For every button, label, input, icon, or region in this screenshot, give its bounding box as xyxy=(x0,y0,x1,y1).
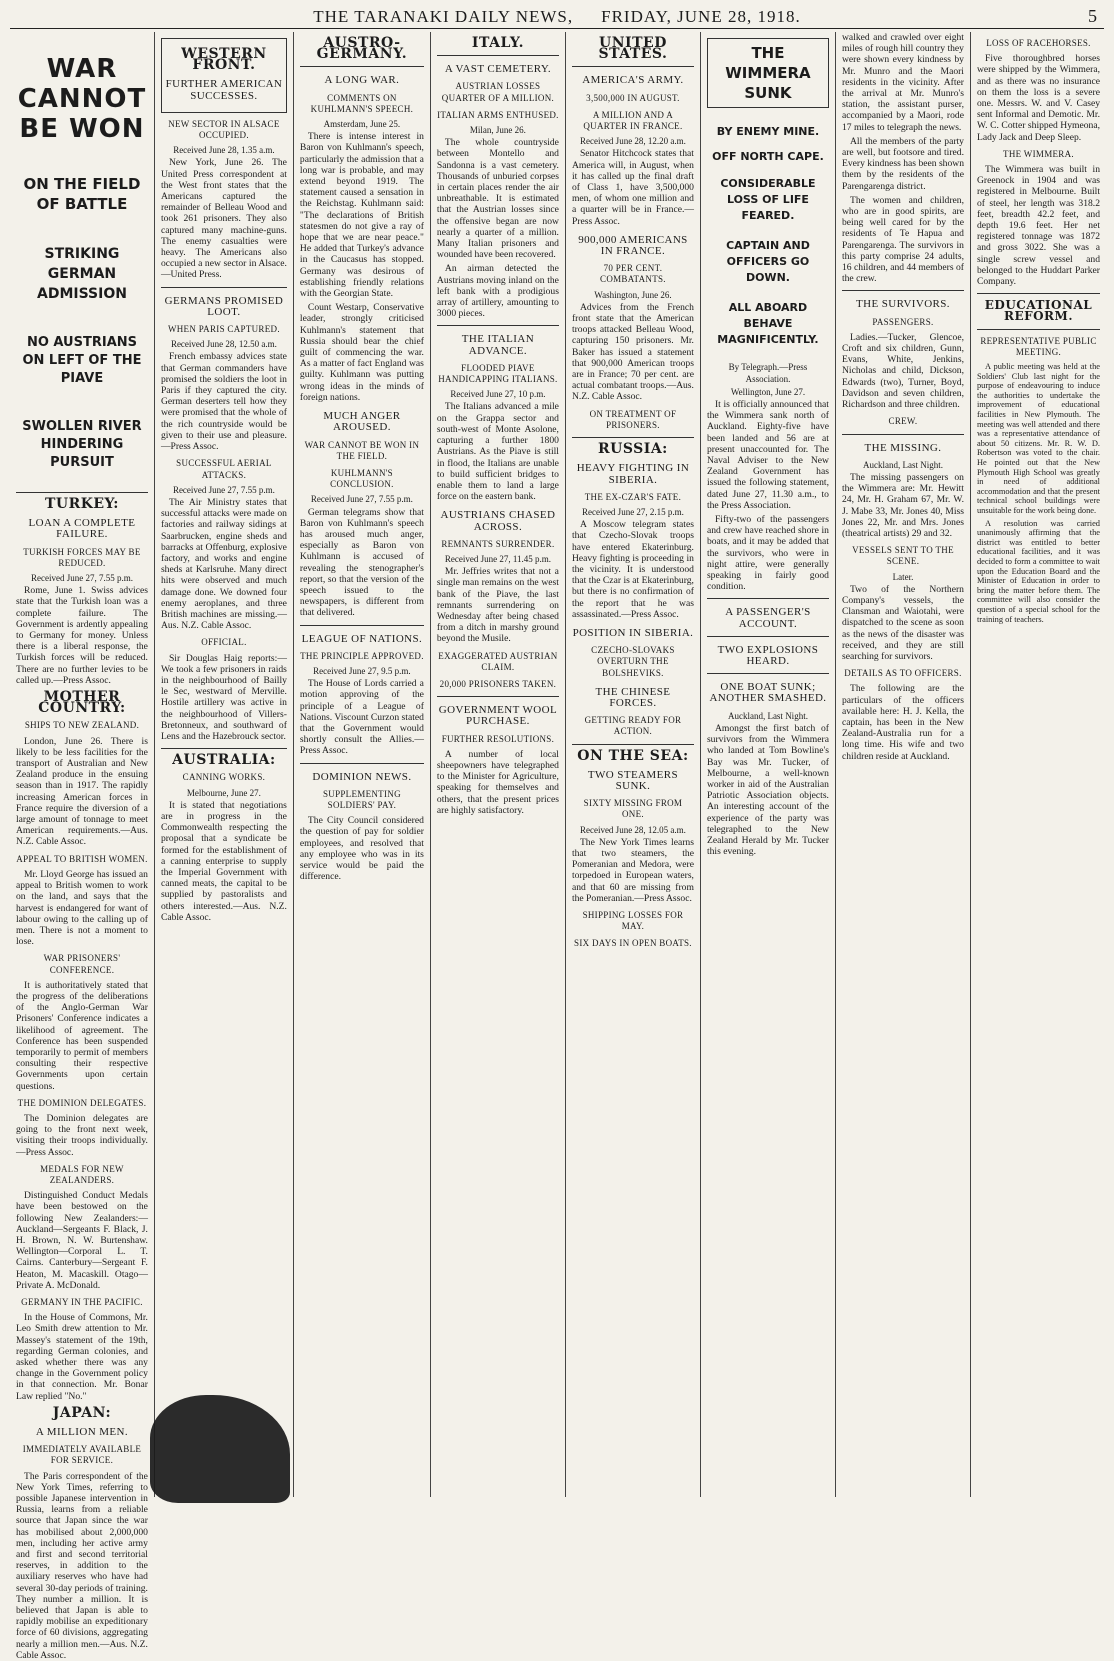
article-body: The whole countryside between Montello and Sandonna is a vast cemetery. Thousands of unburied corpses in certain places render the air unbreathable. It is estimated that the Austrian losses since the offensive began are now nearly a quarter of a million. Many Italian prisoners and wounded have been recovered. xyxy=(436,137,559,261)
dateline: Received June 27, 2.15 p.m. xyxy=(581,506,684,517)
section-turkey: TURKEY: xyxy=(44,496,119,512)
article-body: An airman detected the Austrians moving inland on the left bank with a prodigious array of artillery, amounting to 3000 pieces. xyxy=(436,263,559,320)
divider xyxy=(707,598,829,599)
article-body: A Moscow telegram states that Czecho-Slovak troops have entered Ekaterinburg. Heavy fighting is proceeding in the vicinity. It is understood that the Czar is at Ekaterinburg, but there is no confirmation of the report that he was assassinated.—Press Assoc. xyxy=(571,519,694,620)
headline-captain: CAPTAIN AND OFFICERS GO DOWN. xyxy=(726,239,810,285)
section-japan: JAPAN: xyxy=(52,1404,112,1421)
section-russia: RUSSIA: xyxy=(598,441,668,458)
subhead-czecho: CZECHO-SLOVAKS OVERTURN THE BOLSHEVIKS. xyxy=(591,645,675,678)
article-body: Count Westarp, Conservative leader, strongly criticised Kuhlmann's statement that Russia should bear the chief guilt of commencing the war. As a matter of fact England was guilty. Kuhlmann was putting wrong ideas in the minds of foreign nations. xyxy=(299,302,424,403)
subhead-chased-across: AUSTRIANS CHASED ACROSS. xyxy=(440,509,556,533)
subhead-czar: THE EX-CZAR'S FATE. xyxy=(584,491,682,502)
dateline: Received June 27, 11.45 p.m. xyxy=(444,553,551,564)
subhead-crew: CREW. xyxy=(888,416,918,427)
byline: By Telegraph.—Press Association. xyxy=(728,362,808,384)
subhead-passenger-account: A PASSENGER'S ACCOUNT. xyxy=(725,606,811,630)
dateline: Received June 28, 12.50 a.m. xyxy=(170,339,277,350)
dateline: Received June 27, 7.55 p.m. xyxy=(30,573,133,584)
section-mother-country: MOTHER COUNTRY: xyxy=(38,689,126,717)
subhead-alsace: NEW SECTOR IN ALSACE OCCUPIED. xyxy=(168,118,280,141)
article-body: The Italians advanced a mile on the Grappa sector and south-west of Monte Asolone, capturing a further 1800 Austrians. As the Piave is still in flood, the Italians are unable to build sufficient bridges to enable them to land a large force on the eastern bank. xyxy=(436,401,559,503)
subhead-anger: MUCH ANGER AROUSED. xyxy=(323,410,401,434)
headline-swollen-river: SWOLLEN RIVER HINDERING PURSUIT xyxy=(22,419,142,470)
subhead-vessels-sent: VESSELS SENT TO THE SCENE. xyxy=(852,545,954,567)
subhead-war-prisoners: WAR PRISONERS' CONFERENCE. xyxy=(43,953,121,975)
headline-wimmera-sunk: THE WIMMERA SUNK xyxy=(725,44,811,102)
article-body: The Wimmera was built in Greenock in 1904 and was registered in Melbourne. Built of steel, her length was 318.2 feet, breadth 42.2 feet, and depth 19.6 feet. Her net registered tonnage was 1872 and gross 3022. She was a single screw vessel and belonged to the Huddart Parker Company. xyxy=(976,164,1100,288)
article-body: Mr. Lloyd George has issued an appeal to British women to work on the land, and says that the harvest is endangered for want of labour owing to the calling up of men. There is not a moment to lose. xyxy=(16,868,148,948)
article-body: The New York Times learns that two steamers, the Pomeranian and Medora, were torpedoed in European waters, and that 60 are missing from the Pomeranian.—Press Assoc. xyxy=(571,836,694,904)
divider xyxy=(16,492,148,493)
divider xyxy=(572,66,694,67)
wimmera-box xyxy=(707,38,829,108)
subhead-loot: GERMANS PROMISED LOOT. xyxy=(164,294,284,318)
subhead-exaggerated: EXAGGERATED AUSTRIAN CLAIM. xyxy=(438,650,558,672)
subhead-900000: 900,000 AMERICANS IN FRANCE. xyxy=(578,233,688,258)
dateline: Received June 27, 7.55 p.m. xyxy=(310,494,413,505)
headline-north-cape: OFF NORTH CAPE. xyxy=(712,150,824,164)
divider xyxy=(842,434,964,435)
column-2 xyxy=(155,32,294,1497)
section-western-front: WESTERN FRONT. xyxy=(181,46,267,74)
subhead-two-steamers: TWO STEAMERS SUNK. xyxy=(587,768,678,792)
subhead-million-quarter: A MILLION AND A QUARTER IN FRANCE. xyxy=(583,109,683,132)
article-body: The following are the particulars of the officers available here: H. J. Kella, the captain, has been in the New Zealand-Australia run for a long time. His wife and two children reside at Auckland. xyxy=(841,683,964,762)
article-body: Rome, June 1. Swiss advices state that the Turkish loan was a complete failure. The Government is ardently appealing to Germany for money. Unless there is a liberal response, the Turkish forces will be reduced. There are no further levies to be called up.—Press Assoc. xyxy=(16,585,148,686)
subhead-flooded-piave: FLOODED PIAVE HANDICAPPING ITALIANS. xyxy=(438,362,558,385)
subhead-official: OFFICIAL. xyxy=(201,637,247,648)
dateline: Melbourne, June 27. xyxy=(186,787,261,798)
column-5 xyxy=(566,32,701,1497)
article-body: The Paris correspondent of the New York Times, referring to possible Japanese intervention in Russia, learns from a reliable source that Japan since the war has mobilised about 2,000,000 men, including her active army and first and second territorial reserves, in addition to the auxiliary reserves who have had several 30-day periods of training. They number a million. It is believed that Japan is able to rapidly mobilise an expeditionary force of 60 divisions, aggregating nearly a million men.—Aus. N.Z. Cable Assoc. xyxy=(16,1470,148,1661)
dateline: Received June 27, 9.5 p.m. xyxy=(313,665,411,676)
dateline: Received June 27, 10 p.m. xyxy=(450,389,546,400)
subhead-combatants: 70 PER CENT. COMBATANTS. xyxy=(600,263,666,285)
dateline: Later. xyxy=(892,571,914,582)
subhead-germany-pacific: GERMANY IN THE PACIFIC. xyxy=(21,1297,143,1307)
headline-war-cannot-be-won: WAR CANNOT BE WON xyxy=(17,54,147,144)
subhead-dominion-news: DOMINION NEWS. xyxy=(312,770,412,783)
subhead-boat-sunk: ONE BOAT SUNK; ANOTHER SMASHED. xyxy=(709,681,827,705)
subhead-open-boats: SIX DAYS IN OPEN BOATS. xyxy=(574,938,692,949)
subhead-missing: THE MISSING. xyxy=(864,441,942,454)
headline-behave: ALL ABOARD BEHAVE MAGNIFICENTLY. xyxy=(717,301,819,347)
article-body: It is authoritatively stated that the progress of the deliberations of the Anglo-German War Prisoners' Conference indicates a likelihood of agreement. The Conference has been suspended temporarily to permit of members consulting their respective Governments upon certain questions. xyxy=(16,979,148,1092)
subhead-dominion: THE DOMINION DELEGATES. xyxy=(17,1097,147,1108)
article-body: The missing passengers on the Wimmera are: Mr. Hewitt 24, Mr. H. Graham 67, Mr. W. J. Mabe 33, Mr. Jones 40, Miss Jones 22, Mr. and Mrs. Jones (theatrical artists) 29 and 32. xyxy=(841,471,964,539)
subhead-american-successes: FURTHER AMERICAN SUCCESSES. xyxy=(165,78,283,102)
article-body: London, June 26. There is likely to be less facilities for the transport of Australian and New Zealand produce in the ensuing season than in 1917. The rapidly increasing American forces in France require the diversion of a large amount of tonnage to meet American requirements.—Aus. N.Z. Cable Assoc. xyxy=(16,735,148,848)
article-body: Senator Hitchcock states that America will, in August, when it has called up the final draft of Class 1, have 3,500,000 men, of whom one million and a quarter will be in France.—Press Assoc. xyxy=(571,148,694,227)
dateline: Received June 28, 1.35 a.m. xyxy=(173,145,275,156)
article-body: There is intense interest in Baron von Kuhlmann's speech, particularly the admission that a long war is probable, and may extend beyond 1919. The statement caused a sensation in the Reichstag. Kuhlmann said: "The declarations of British statesmen do not give a ray of hope that we are near peace." He added that Turkey's advance in the Caucasus has stopped. Germany was desirous of establishing friendly relations with the Georgian State. xyxy=(299,131,424,300)
dateline: Milan, June 26. xyxy=(469,125,526,136)
subhead-available: IMMEDIATELY AVAILABLE FOR SERVICE. xyxy=(22,1444,142,1466)
article-body: In the House of Commons, Mr. Leo Smith drew attention to Mr. Massey's statement of the 19th, regarding German colonies, and asked whether there was any change in the Government policy in that connection. Mr. Bonar Law replied "No." xyxy=(16,1312,148,1402)
subhead-appeal: APPEAL TO BRITISH WOMEN. xyxy=(16,853,148,864)
article-body: The Air Ministry states that successful attacks were made on factories and railway sidings at Saarbrucken, engine sheds and barracks at Offenburg, explosive factory, and works and engine sheds at Karlsruhe. Many direct hits were observed and much damage done. We downed four enemy aeroplanes, and three British machines are missing.—Aus. N.Z. Cable Assoc. xyxy=(160,496,287,632)
subhead-officers: DETAILS AS TO OFFICERS. xyxy=(844,668,962,679)
column-8 xyxy=(971,32,1106,1497)
article-body: New York, June 26. The United Press correspondent at the West front states that the Americans captured the remainder of Belleau Wood and took 261 prisoners. They also captured many machine-guns. The enemy casualties were heavy. The Americans also occupied a new sector in Alsace.—United Press. xyxy=(160,157,287,281)
dateline: Received June 28, 12.05 a.m. xyxy=(579,824,686,835)
subhead-canning: CANNING WORKS. xyxy=(182,772,266,783)
subhead-cemetery: A VAST CEMETERY. xyxy=(444,63,551,76)
page-number: 5 xyxy=(1088,6,1098,26)
divider xyxy=(437,696,559,697)
subhead-conclusion: KUHLMANN'S CONCLUSION. xyxy=(330,467,394,490)
subhead-siberia: HEAVY FIGHTING IN SIBERIA. xyxy=(576,462,690,486)
divider xyxy=(437,325,559,326)
headline-field-of-battle: ON THE FIELD OF BATTLE xyxy=(23,175,141,213)
subhead-italian-arms: ITALIAN ARMS ENTHUSED. xyxy=(437,109,559,120)
headline-enemy-mine: BY ENEMY MINE. xyxy=(716,125,820,138)
subhead-chinese: THE CHINESE FORCES. xyxy=(595,685,671,709)
article-body: walked and crawled over eight miles of rough hill country they were shown every kindness by Mr. Munro and the Maori residents in the vicinity. After the arrival at Mr. Munro's station, the assistant purser, accompanied by a Maori, rode 17 miles to telegraph the news. xyxy=(841,32,964,133)
article-body: A public meeting was held at the Soldiers' Club last night for the purpose of endeavouring to induce the authorities to undertake the improvement of educational facilities in New Plymouth. The meeting was well attended and there was a representative attendance of about 50 citizens. Mr. R. W. D. Robertson was voted to the chair. He pointed out that the New Plymouth High School was greatly in need of additional accommodation and that the present technical school buildings were unsuitable for the work being done. xyxy=(976,362,1100,515)
divider xyxy=(161,287,287,288)
columns xyxy=(10,32,1106,1661)
column-3 xyxy=(294,32,431,1497)
dateline: Wellington, June 27. xyxy=(730,386,806,397)
section-united-states: UNITED STATES. xyxy=(598,35,668,63)
headline-no-austrians: NO AUSTRIANS ON LEFT OF THE PIAVE xyxy=(22,335,142,386)
article-body: Fifty-two of the passengers and crew have reached shore in boats, and it may be added that the survivors, who were in night attire, were generally speaking in fairly good condition. xyxy=(706,514,829,593)
article-body: Ladies.—Tucker, Glencoe, Croft and six children, Gunn, Evans, White, Jenkins, Nicholas and child, Dickson, Edwards (two), Turner, Boyd, Davidson and seven children, Richardson and three children. xyxy=(841,331,964,411)
article-body: Mr. Jeffries writes that not a single man remains on the west bank of the Piave, the last remnants surrendering on Wednesday after being chased from a ditch in marshy ground beyond the Musile. xyxy=(436,566,559,645)
dateline: Washington, June 26. xyxy=(594,289,672,300)
divider xyxy=(300,763,424,764)
divider xyxy=(572,437,694,438)
subhead-austrian-losses: AUSTRIAN LOSSES QUARTER OF A MILLION. xyxy=(441,81,555,103)
masthead-date: FRIDAY, JUNE 28, 1918. xyxy=(601,7,801,26)
subhead-ready: GETTING READY FOR ACTION. xyxy=(584,715,682,737)
section-educational-reform: EDUCATIONAL REFORM. xyxy=(984,298,1093,324)
article-body: The women and children, who are in good spirits, are being well cared for by the residents of Te Hapua and Parengarenga. The survivors in this party comprise 24 adults, 16 children, and 44 members of the crew. xyxy=(841,194,964,285)
article-body: The Dominion delegates are going to the front next week, visiting their troops individually.—Press Assoc. xyxy=(16,1112,148,1158)
subhead-survivors: THE SURVIVORS. xyxy=(856,298,950,311)
article-body: Two of the Northern Company's vessels, the Clansman and Waiotahi, were dispatched to the scene as soon as the news of the disaster was received, and they are still searching for survivors. xyxy=(841,583,964,662)
article-body: The House of Lords carried a motion approving of the principle of a League of Nations. Viscount Curzon stated that the Government would shortly consult the Allies.—Press Assoc. xyxy=(299,678,424,757)
subhead-soldiers-pay: SUPPLEMENTING SOLDIERS' PAY. xyxy=(322,788,401,810)
article-body: All the members of the party are well, but footsore and tired. Every kindness has been shown them by the residents of the Parengarenga district. xyxy=(841,135,964,192)
subhead-italian-advance: THE ITALIAN ADVANCE. xyxy=(461,333,535,357)
article-body: A resolution was carried unanimously affirming that the district was entitled to better educational facilities, and it was decided to form a committee to wait upon the Education Board and the Minister of Education in order to bring the matter before them. The committee will also consider the question of a special school for the training of teachers. xyxy=(976,518,1100,624)
column-6 xyxy=(701,32,836,1497)
subhead-prisoners-taken: 20,000 PRISONERS TAKEN. xyxy=(439,678,557,689)
divider xyxy=(977,329,1100,330)
subhead-treatment: ON TREATMENT OF PRISONERS. xyxy=(589,408,677,430)
headline-loss-of-life: CONSIDERABLE LOSS OF LIFE FEARED. xyxy=(720,177,816,223)
subhead-league: LEAGUE OF NATIONS. xyxy=(301,632,423,645)
section-italy: ITALY. xyxy=(471,35,524,51)
article-body: It is stated that negotiations are in progress in the Commonwealth respecting the proposal that a syndicate be formed for the establishment of a canning enterprise to supply the Imperial Government with canned meats, the capital to be supplied by pastoralists and others interested.—Aus. N.Z. Cable Assoc. xyxy=(160,799,287,923)
subhead-kuhlmann: COMMENTS ON KUHLMANN'S SPEECH. xyxy=(310,92,414,114)
masthead-title: THE TARANAKI DAILY NEWS, xyxy=(313,7,574,26)
column-1 xyxy=(10,32,155,1661)
dateline: Auckland, Last Night. xyxy=(862,459,943,470)
divider xyxy=(161,748,287,749)
divider xyxy=(300,625,424,626)
subhead-wool-purchase: GOVERNMENT WOOL PURCHASE. xyxy=(438,704,558,728)
divider xyxy=(707,673,829,674)
column-7 xyxy=(836,32,971,1497)
dateline: Received June 27, 7.55 p.m. xyxy=(172,484,275,495)
article-body: Advices from the French front state that the American troops attacked Belleau Wood, capturing 150 prisoners. Mr. Baker has issued a statement that 900,000 American troops are in France; 70 per cent. are actual combatant troops.—Aus. N.Z. Cable Assoc. xyxy=(571,301,694,403)
article-body: It is officially announced that the Wimmera sank north of Auckland. Eighty-five have been landed and 56 are at present unaccounted for. The Naval Adviser to the New Zealand Government has issued the following statement, dated June 27, 11.30 a.m., to the Press Association. xyxy=(706,399,829,511)
article-body: A number of local sheepowners have telegraphed to the Minister for Agriculture, speaking for themselves and others, that the present prices are highly satisfactory. xyxy=(436,748,559,816)
subhead-americas-army: AMERICA'S ARMY. xyxy=(582,74,684,87)
subhead-medals: MEDALS FOR NEW ZEALANDERS. xyxy=(40,1163,124,1185)
subhead-paris: WHEN PARIS CAPTURED. xyxy=(167,324,280,335)
column-4 xyxy=(431,32,566,1497)
masthead xyxy=(10,6,1104,29)
section-australia: AUSTRALIA: xyxy=(172,752,276,769)
article-body: The City Council considered the question of pay for soldier employees, and resolved that any employee who was in its service would be paid the difference. xyxy=(299,815,424,883)
subhead-passengers: PASSENGERS. xyxy=(872,316,934,327)
article-body: Five thoroughbred horses were shipped by the Wimmera, and as there was no insurance on them the loss is a severe one. Messrs. W. and V. Casey sent Informal and Demotic. Mr. W. C. Cotter shipped Hymeona, Lady Jack and Deep Sleep. xyxy=(976,53,1100,143)
subhead-public-meeting: REPRESENTATIVE PUBLIC MEETING. xyxy=(980,335,1097,357)
divider xyxy=(842,290,964,291)
subhead-resolutions: FURTHER RESOLUTIONS. xyxy=(441,733,555,744)
divider xyxy=(572,744,694,745)
subhead-remnants: REMNANTS SURRENDER. xyxy=(441,538,555,549)
dateline: Auckland, Last Night. xyxy=(727,710,808,721)
article-body: French embassy advices state that German commanders have promised the soldiers the loot in Paris if they captured the city. German deserters tell how they were promised that the whole of the rich countryside would be given to their use and pleasure.—Press Assoc. xyxy=(160,351,287,453)
subhead-war-field: WAR CANNOT BE WON IN THE FIELD. xyxy=(304,439,420,461)
subhead-explosions: TWO EXPLOSIONS HEARD. xyxy=(717,643,819,668)
subhead-loan-failure: LOAN A COMPLETE FAILURE. xyxy=(28,517,136,541)
dateline: Received June 28, 12.20 a.m. xyxy=(579,136,686,147)
subhead-ships: SHIPS TO NEW ZEALAND. xyxy=(24,720,140,731)
article-body: Sir Douglas Haig reports:—We took a few prisoners in raids in the neighbourhood of Bailly le Sec, westward of Merville. Hostile artillery was active in the neighbourhood of Villers-Bretonneux, and southward of Lens and the Hazebrouck sector. xyxy=(160,652,287,742)
section-on-the-sea: ON THE SEA: xyxy=(577,747,689,764)
subhead-principle: THE PRINCIPLE APPROVED. xyxy=(300,650,424,661)
divider xyxy=(437,55,559,56)
subhead-million-men: A MILLION MEN. xyxy=(35,1426,128,1439)
subhead-aerial: SUCCESSFUL AERIAL ATTACKS. xyxy=(176,458,272,480)
section-austro-germany: AUSTRO-GERMANY. xyxy=(316,35,408,63)
subhead-position-siberia: POSITION IN SIBERIA. xyxy=(572,626,694,639)
subhead-the-wimmera: THE WIMMERA. xyxy=(1003,148,1074,159)
western-front-box xyxy=(161,38,287,113)
subhead-racehorses: LOSS OF RACEHORSES. xyxy=(986,38,1091,48)
article-body: Distinguished Conduct Medals have been bestowed on the following New Zealanders:— Auckland—Sergeants F. Black, J. H. Brown, N. W. Burtenshaw. Wellington—Corporal L. T. Cairns. Canterbury—Sergeant F. Heaton, M. Macaskill. Otago—Private A. McDonald. xyxy=(16,1190,148,1291)
headline-german-admission: STRIKING GERMAN ADMISSION xyxy=(36,246,127,302)
subhead-shipping-losses: SHIPPING LOSSES FOR MAY. xyxy=(582,910,684,932)
divider xyxy=(977,293,1100,294)
dateline: Amsterdam, June 25. xyxy=(323,119,401,130)
subhead-long-war: A LONG WAR. xyxy=(324,74,400,87)
divider xyxy=(300,66,424,67)
article-body: German telegrams show that Baron von Kuhlmann's speech has aroused much anger, especially as Baron von Kuhlmann is accused of revealing the stenographer's report, so that the version of the speech issued to the newspapers, is different from that delivered. xyxy=(299,506,424,619)
article-body: Amongst the first batch of survivors from the Wimmera who landed at Tom Bowline's Bay was Mr. Tucker, of Melbourne, a well-known worker in aid of the Australian Patriotic Association objects. An interesting account of the experience of the party was telegraphed to the New Zealand Herald by Mr. Tucker this evening. xyxy=(706,722,829,858)
subhead-turkish-forces: TURKISH FORCES MAY BE REDUCED. xyxy=(23,546,141,568)
subhead-sixty-missing: SIXTY MISSING FROM ONE. xyxy=(583,798,683,820)
divider xyxy=(707,636,829,637)
subhead-august: 3,500,000 IN AUGUST. xyxy=(586,92,680,103)
